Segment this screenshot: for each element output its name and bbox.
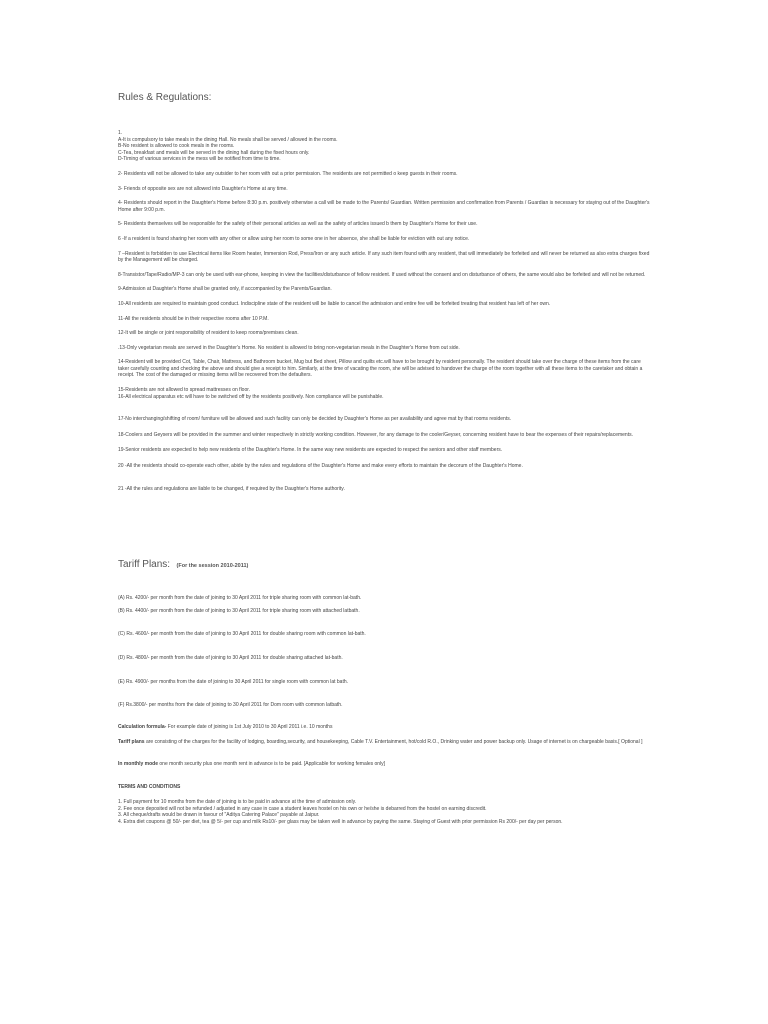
rule-item: 16-All electrical apparatus etc will have to be switched off by the residents positively. Non compliance will be punishable. (118, 393, 384, 400)
tariff-plans-label: Tariff plans (118, 739, 145, 746)
rule-item: 4- Residents should report in the Daughter's Home before 8:30 p.m. positively otherwise a call will be made to the Parents/ Guardian. Written permission and confirmation from Parents / Guardian is necessary for staying out of the Daughter's Home after 9:00 p.m. (118, 200, 650, 213)
tariff-plan: (C) Rs. 4600/- per month from the date of joining to 30 April 2011 for double sharing room with common lat-bath. (118, 631, 366, 638)
rule-item: 6 -If a resident is found sharing her room with any other or allow using her room to some one in her absence, she shall be liable for eviction with out any notice. (118, 235, 470, 242)
tariff-plan: (E) Rs. 4900/- per months from the date of joining to 30 April 2011 for single room with common lat bath. (118, 678, 349, 685)
rule-item: 19-Senior residents are expected to help new residents of the Daughter's Home. In the same way new residents are expected to respect the seniors and other staff members. (118, 447, 503, 454)
rule-item: 21 -All the rules and regulations are liable to be changed, if required by the Daughter's Home authority. (118, 485, 345, 492)
rule-item: B-No resident is allowed to cook meals in the rooms. (118, 143, 235, 150)
terms-heading (118, 784, 650, 791)
document-page (118, 92, 650, 826)
terms-item: 1. Full payment for 10 months from the date of joining is to be paid in advance at the time of admission only. (118, 799, 357, 806)
tariff-plan: (D) Rs. 4800/- per month from the date of joining to 30 April 2011 for double sharing attached lat-bath. (118, 655, 343, 661)
rule-item: 9-Admission at Daughter's Home shall be granted only, if accompanied by the Parents/Guardian. (118, 286, 332, 293)
tariff-plans-text: are consisting of the charges for the facility of lodging, boarding,security, and housekeeping, Cable T.V. Entertainment, hot/cold R.O., Drinking water and power backup only. Usage of internet is on chargeable basis.[ Optional ] (144, 739, 643, 746)
rule-item: 17-No interchanging/shifting of room/ furniture will be allowed and such facility can only be decided by Daughter's Home as per availability and agree mat by that rooms residents. (118, 416, 512, 423)
tariff-plans-description (118, 739, 650, 746)
tariff-plan: (B) Rs. 4400/- per month from the date of joining to 30 April 2011 for triple sharing room with attached latbath. (118, 607, 360, 614)
rule-item: 5- Residents themselves will be responsible for the safety of their personal articles as well as the safety of articles issued b them by Daughter's Home for their use. (118, 221, 478, 228)
rule-item: C-Tea, breakfast and meals will be served in the dining hall during the fixed hours only. (118, 149, 310, 156)
rule-item: 2- Residents will not be allowed to take any outsider to her room with out a prior permission. The residents are not permitted o keep guests in their rooms. (118, 170, 458, 177)
tariff-heading-row (118, 554, 650, 572)
rule-item: 3- Friends of opposite sex are not allowed into Daughter's Home at any time. (118, 185, 288, 192)
terms-item: 3. All cheque/drafts would be drawn in favour of "Aditya Catering Palace" payable at Jaipur. (118, 812, 320, 819)
tariff-heading: Tariff Plans: (118, 559, 171, 571)
terms-item: 2. Fee once deposited will not be refunded / adjusted in any case in case a student leaves hostel on his own or he/she is debarred from the hostel on earning discredit. (118, 805, 487, 812)
rule-intro-number: 1. (118, 130, 123, 136)
calculation-formula-label: Calculation formula- (118, 723, 167, 730)
rule-item: A-It is compulsory to take meals in the dining Hall. No meals shall be served / allowed in the rooms. (118, 136, 338, 143)
calculation-formula (118, 724, 650, 731)
rule-item: 15-Residents are not allowed to spread mattresses on floor. (118, 387, 251, 394)
rule-item: 18-Coolers and Geysers will be provided in the summer and winter respectively in strictly working condition. However, for any damage to the cooler/Geyser, concerning resident have to bear the expenses of their repairs/replacements. (118, 431, 633, 438)
tariff-plan: (A) Rs. 4200/- per month from the date of joining to 30 April 2011 for triple sharing room with common lat-bath. (118, 595, 362, 602)
monthly-mode-label: In monthly mode (118, 760, 158, 767)
terms-item: 4. Extra diet coupons @ 50/- per diet, tea @ 5/- per cup and milk Rs10/- per glass may be taken well in advance by paying the same. Staying of Guest with prior permission Rs 200/- per day per person. (118, 818, 563, 825)
rule-item: .13-Only vegetarian meals are served in the Daughter's Home. No resident is allowed to bring non-vegetarian meals in the Daughter's Home from out side. (118, 344, 460, 351)
rule-item: 7 –Resident is forbidden to use Electrical items like Room heater, Immersion Rod, Press/Iron or any such article. If any such item found with any resident, that will immediately be forfeited and will never be returned as also extra charges fixed by the Management will be charged. (118, 250, 650, 264)
rules-heading: Rules & Regulations: (118, 92, 212, 103)
rule-item: 20 -All the residents should co-operate each other, abide by the rules and regulations of the Daughter's Home and make every efforts to maintain the decorum of the Daughter's Home. (118, 463, 523, 470)
rule-item: 8-Transistor/Tape/Radio/MP-3 can only be used with ear-phone, keeping in view the facilities/disturbance of fellow resident. If used without the consent and on disturbance of others, the same would also be forfeited and will not be returned. (118, 271, 646, 278)
terms-heading-text: TERMS AND CONDITIONS (118, 783, 181, 790)
rule-item: 10-All residents are required to maintain good conduct. Indiscipline state of the resident will be liable to cancel the admission and entire fee will be forfeited treating that resident has left of her own. (118, 300, 551, 307)
tariff-session: (For the session 2010-2011) (176, 563, 249, 570)
monthly-mode (118, 761, 650, 768)
rule-item: 14-Resident will be provided Cot, Table, Chair, Mattress, and Bathroom bucket, Mug but Bed sheet, Pillow and quilts etc.will have to be brought by resident personally. The resident should take over the charge of these items from the care taker carefully counting and checking the above and should give a receipt to him. Similarly, at the time of vacating the room, she will be advised to handover the charge of the room together with all these items to the caretaker and obtain a receipt. The cost of the damaged or missing items will be recovered from the defaulters. (118, 359, 643, 379)
monthly-mode-text: one month security plus one month rent in advance is to be paid. [Applicable for working females only] (158, 760, 386, 767)
rule-item: 11-All the residents should be in their respective rooms after 10 P.M. (118, 315, 269, 322)
rule-item: 12-It will be single or joint responsibility of resident to keep rooms/premises clean. (118, 330, 299, 337)
tariff-plan: (F) Rs.3800/- per months from the date of joining to 30 April 2011 for Dom room with common latbath. (118, 702, 343, 709)
calculation-formula-text: For example date of joining is 1st July 2010 to 30 April 2011 i.e. 10 months (166, 723, 333, 730)
rule-item: D-Timing of various services in the mess will be notified from time to time. (118, 156, 281, 163)
